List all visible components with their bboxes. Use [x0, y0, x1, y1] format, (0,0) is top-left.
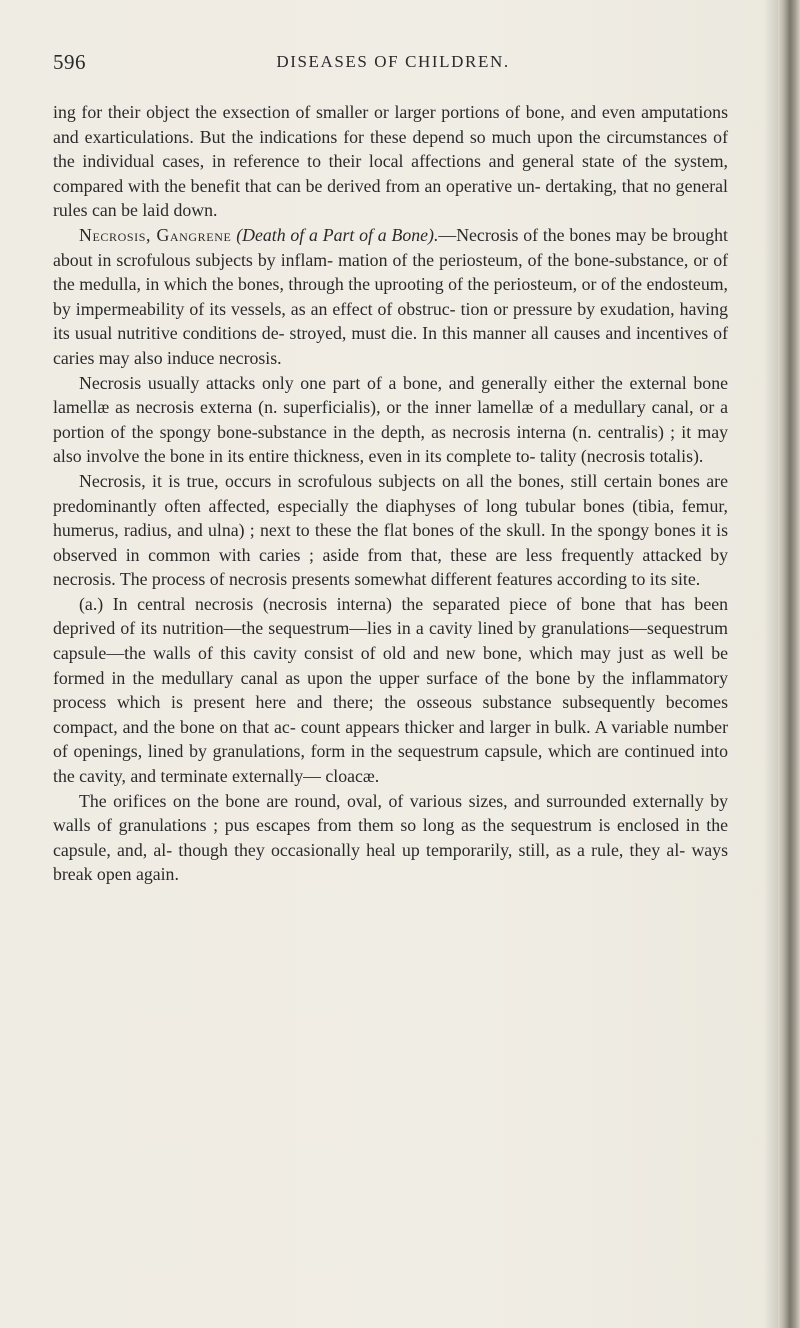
page-header [53, 50, 733, 80]
paragraph [53, 100, 728, 223]
paragraph-text: Necrosis, it is true, occurs in scrofulous subjects on all the bones, still certain bones are predominantly often affected, especially the diaphyses of long tubular bones (tibia, femur, humerus, radius, and ulna) ; next to these the flat bones of the skull. In the spongy bones it is observed in common with caries ; aside from that, these are less frequently attacked by necrosis. The process of necrosis presents somewhat different features according to its site. [53, 470, 728, 590]
paragraph-necrosis [53, 223, 728, 371]
paragraph-text: The orifices on the bone are round, oval, of various sizes, and surrounded externally by walls of granulations ; pus escapes from them so long as the sequestrum is enclosed in the capsule, and, al- though they occasionally heal up temporarily, still, as a rule, they al- ways break open again. [53, 790, 728, 885]
paragraph [53, 592, 728, 789]
paragraph-text: Necrosis usually attacks only one part of a bone, and generally either the external bone lamellæ as necrosis externa (n. superficialis), or the inner lamellæ of a medullary canal, or a portion of the spongy bone-substance in the depth, as necrosis interna (n. centralis) ; it may also involve the bone in its entire thickness, even in its complete to- tality (necrosis totalis). [53, 372, 728, 467]
section-heading: Necrosis, Gangrene [79, 224, 232, 245]
body-text [53, 100, 728, 887]
paragraph [53, 789, 728, 887]
paragraph-text: ing for their object the exsection of smaller or larger portions of bone, and even amputations and exarticulations. But the indications for these depend so much upon the circumstances of the individual cases, in reference to their local affections and general state of the system, compared with the benefit that can be derived from an operative un- dertaking, that no general rules can be laid down. [53, 102, 728, 221]
paragraph [53, 469, 728, 592]
paragraph [53, 371, 728, 469]
page-gutter-shadow [764, 0, 778, 1328]
page-edge [778, 0, 800, 1328]
running-title: DISEASES OF CHILDREN. [276, 52, 510, 71]
paragraph-text: (a.) In central necrosis (necrosis interna) the separated piece of bone that has been deprived of its nutrition—the sequestrum—lies in a cavity lined by granulations—sequestrum capsule—the walls of this cavity consist of old and new bone, which may just as well be formed in the medullary canal as upon the upper surface of the bone by the inflammatory process which is present here and there; the osseous substance subsequently becomes compact, and the bone on that ac- count appears thicker and larger in bulk. A variable number of openings, lined by granulations, form in the sequestrum capsule, which are continued into the cavity, and terminate externally— cloacæ. [53, 593, 728, 787]
paragraph-text: —Necrosis of the bones may be brought about in scrofulous subjects by inflam- mation of the periosteum, of the bone-substance, or of the medulla, in which the bones, through the uprooting of the periosteum, or of the endosteum, by impermeability of its vessels, as an effect of obstruc- tion or pressure by exudation, having its usual nutritive conditions de- stroyed, must die. In this manner all causes and incentives of caries may also induce necrosis. [53, 224, 728, 368]
page-number: 596 [53, 50, 86, 74]
section-subheading: (Death of a Part of a Bone). [236, 224, 439, 245]
